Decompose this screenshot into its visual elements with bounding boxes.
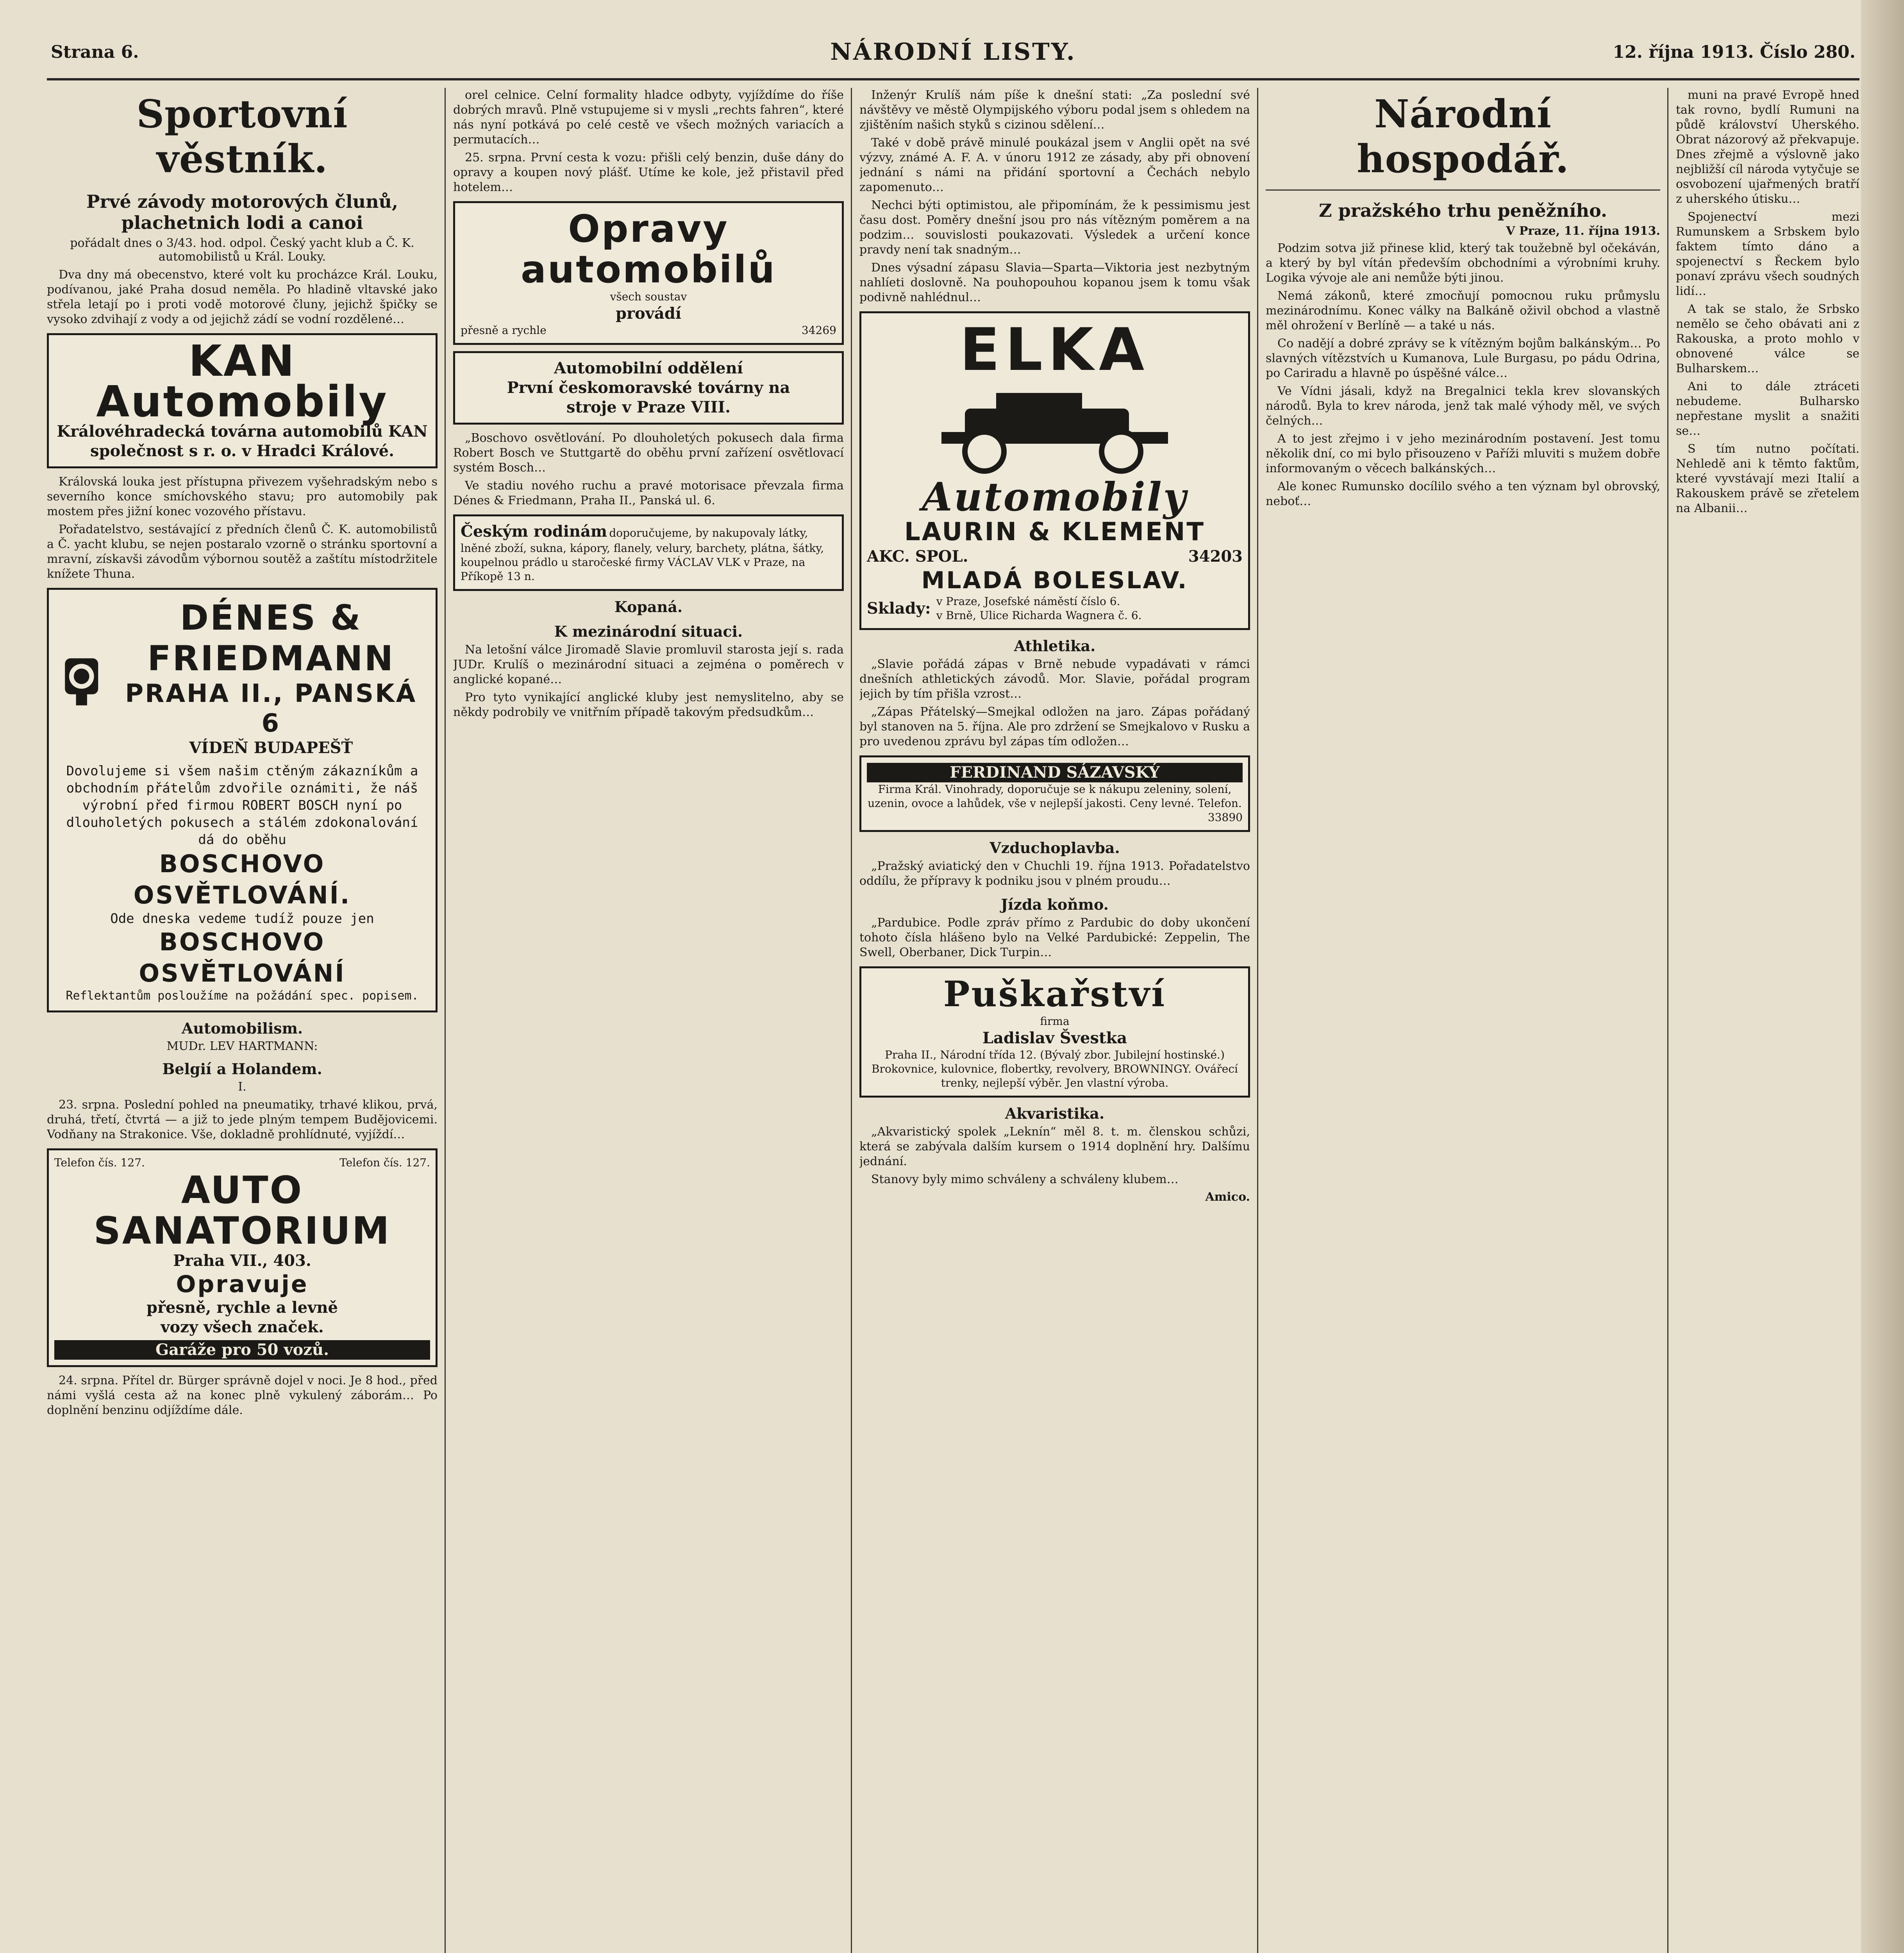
ad-elka-akc: AKC. SPOL. — [867, 547, 968, 566]
paragraph: Pořadatelstvo, sestávající z předních členů Č. K. automobilistů a Č. yacht klubu, se nejen postaralo vzorně o stránku sportovní a mravní, získavši závodům výbornou soutěž a zaštítu místodržitele knížete Thuna. — [47, 523, 438, 581]
ad-puskarstvi — [859, 966, 1250, 1098]
ad-kan-automobily — [47, 333, 438, 468]
section-heading-athletics: Athletika. — [1014, 637, 1096, 655]
ad-opravy-automobilu — [453, 201, 844, 345]
ad-firm-footer: Reflektantům posloužíme na požádání spec. popisem. — [66, 989, 419, 1003]
paragraph: Inženýr Krulíš nám píše k dnešní stati: „Za poslední své návštěvy ve městě Olympijského výboru podal jsem s ohledem na zjištěním našich styků s cizinou sdělení… — [859, 88, 1250, 132]
article-title: Prvé závody motorových člunů, plachetnich lodi a canoi — [86, 191, 398, 233]
ad-elka-brand: ELKA — [959, 316, 1150, 384]
ad-elka-word: Automobily — [922, 474, 1188, 520]
page-number: Strana 6. — [51, 42, 139, 62]
paragraph: orel celnice. Celní formality hladce odbyty, vyjíždíme do říše dobrých mravů. Plně vstupujeme si v mysli „rechts fahren“, které nás nyní potkává po celé cestě ve všech možných variacích a permutacích… — [453, 88, 844, 146]
page-header — [47, 35, 1859, 80]
ad-product: BOSCHOVO OSVĚTLOVÁNÍ. — [133, 850, 351, 909]
section-heading-kopana: Kopaná. — [614, 598, 683, 616]
column-rule — [851, 88, 852, 1953]
paragraph: Ani to dále ztráceti nebudeme. Bulharsko nepřestane myslit a snažiti se… — [1676, 380, 1859, 438]
article-intro: pořádalt dnes o 3/43. hod. odpol. Český yacht klub a Č. K. automobilistů u Král. Louky. — [70, 236, 414, 264]
ad-division-line-3: stroje v Praze VIII. — [566, 398, 731, 416]
ad-opravy-big-2: automobilů — [521, 248, 776, 291]
ad-auto-line: Opravuje — [176, 1271, 309, 1298]
ad-auto-big: AUTO — [181, 1168, 304, 1212]
ad-auto-footer: Garáže pro 50 vozů. — [54, 1340, 430, 1360]
ad-auto-big-2: SANATORIUM — [93, 1209, 391, 1253]
paragraph: muni na pravé Evropě hned tak rovno, bydlí Rumuni na půdě království Uherského. Obrat názorový až překvapuje. Dnes zřejmě a výslovně jako nejbližší cíl národa vytyčuje se osvobození ujařmených bratří z uherského útisku… — [1676, 88, 1859, 206]
ad-auto-sanatorium — [47, 1148, 438, 1367]
paragraph: 23. srpna. Poslední pohled na pneumatiky, trhavé klikou, prvá, druhá, třetí, čtvrtá — a již to jede plným tempem Budějovicemi. Vodňany na Strakonice. Vše, dokladně prohlídnuté, vyjíždí… — [47, 1098, 438, 1141]
newspaper-title: NÁRODNÍ LISTY. — [830, 38, 1076, 66]
newspaper-page — [47, 35, 1859, 1953]
paragraph: Královská louka jest přístupna přivezem vyšehradským nebo s severního konce smíchovského stavu; pro automobily pak mostem přes jižní konec vozového přístavu. — [47, 475, 438, 518]
paragraph: S tím nutno počítati. Nehledě ani k těmto faktům, které vyvstávají mezi Italií a Rakouskem právě se zřetelem na Albanii… — [1676, 442, 1859, 515]
paragraph: Nemá zákonů, které zmocňují pomocnou ruku průmyslu mezinárodnímu. Konec války na Balkáně oživil obchod a vlastně měl ohrožení v Berlíně — a také u nás. — [1266, 289, 1660, 332]
paragraph: Na letošní válce Jiromadě Slavie promluvil starosta její s. rada JUDr. Krulíš o mezinárodní situaci a zejména o poměrech v anglické kopané… — [453, 643, 844, 686]
paragraph: A tak se stalo, že Srbsko nemělo se čeho obávati ani z Rakouska, a proto mohlo v obnovené válce se Bulharskem… — [1676, 302, 1859, 375]
ad-elka-city: MLADÁ BOLESLAV. — [921, 567, 1188, 594]
ad-elka-number: 34203 — [1188, 547, 1243, 566]
section-heading-aviation: Vzduchoplavba. — [990, 839, 1120, 857]
column-4 — [1266, 88, 1660, 1953]
article-title: K mezinárodní situaci. — [554, 623, 743, 640]
ad-sazavsky-text: Firma Král. Vinohrady, doporučuje se k nákupu zeleniny, solení, uzenin, ovoce a lahůdek, vše v nejlepší jakosti. Ceny levné. Telefon. — [868, 783, 1242, 810]
article-title-2: Belgií a Holandem. — [162, 1060, 322, 1078]
article-title: Z pražského trhu peněžního. — [1319, 200, 1607, 221]
paragraph: Ve stadiu nového ruchu a pravé motorisace převzala firma Dénes & Friedmann, Praha II., Panská ul. 6. — [453, 479, 844, 507]
ad-firm-cities: VÍDEŇ BUDAPEŠŤ — [189, 739, 353, 757]
column-5 — [1676, 88, 1859, 1953]
column-rule — [1667, 88, 1668, 1953]
paragraph: „Pražský aviatický den v Chuchli 19. října 1913. Pořadatelstvo oddílu, že přípravy k podniku jsou v plném proudu… — [859, 859, 1250, 888]
ad-auto-line-3: vozy všech značek. — [161, 1318, 324, 1336]
subsection-heading: Automobilism. — [181, 1019, 303, 1037]
ad-kan-word: Automobily — [96, 377, 388, 427]
section-heading-sport: Sportovní věstník. — [136, 92, 348, 182]
byline: MUDr. LEV HARTMANN: — [166, 1039, 318, 1053]
column-1 — [47, 88, 438, 1953]
ad-opravy-systems: všech soustav — [610, 290, 687, 303]
ad-automobile-division — [453, 351, 844, 425]
issue-date: 12. října 1913. Číslo 280. — [1613, 42, 1856, 62]
ad-ceskym-rodinam — [453, 514, 844, 591]
ad-firm-name: DÉNES & FRIEDMANN — [147, 598, 395, 678]
ad-elka-sklady: Sklady: — [867, 599, 931, 618]
ad-firm-address: PRAHA II., PANSKÁ 6 — [125, 679, 417, 738]
ad-puskarstvi-text: Praha II., Národní třída 12. (Bývalý zbor. Jubilejní hostinské.) Brokovnice, kulovnice, flobertky, revolvery, BROWNINGY. Ovářecí trenky, nejlepší výběr. Jen vlastní výroba. — [871, 1048, 1238, 1089]
headlamp-icon — [57, 635, 106, 721]
ad-kan-line: Královéhradecká továrna automobilů KAN — [57, 422, 428, 441]
ad-auto-address: Praha VII., 403. — [173, 1251, 311, 1270]
ad-division-line-2: První českomoravské továrny na — [507, 378, 790, 397]
paragraph: Spojenectví mezi Rumunskem a Srbskem bylo faktem tímto dáno a spojenectví s Řeckem bylo ponaví zprávu všech soudných lidí… — [1676, 210, 1859, 298]
paragraph: Pro tyto vynikající anglické kluby jest nemyslitelno, aby se někdy podrobily ve vnitřním případě takovým předsudkům… — [453, 691, 844, 719]
section-heading-horse: Jízda koňmo. — [1001, 896, 1109, 913]
paragraph: „Akvaristický spolek „Leknín“ měl 8. t. m. členskou schůzi, která se zabývala dalším kursem o 1914 doplnění hry. Dalšímu jednání. — [859, 1125, 1250, 1168]
ad-puskarstvi-firm: firma — [1040, 1015, 1070, 1028]
ad-opravy-number: 34269 — [801, 324, 836, 337]
paragraph: Dva dny má obecenstvo, které volt ku procházce Král. Louku, podívanou, jaké Praha dosud neměla. Po hladině vltavské jako střela letají po i proti vodě motorové čluny, jejichž špičky se vysoko zdvihají z vody a od jejichž zádí se vodní rozdělené… — [47, 268, 438, 326]
paragraph: Stanovy byly mimo schváleny a schváleny klubem… — [871, 1173, 1179, 1186]
ad-ferdinand-sazavsky — [859, 755, 1250, 832]
paragraph: „Pardubice. Podle zpráv přímo z Pardubic do doby ukončení tohoto čísla hlášeno bylo na Velké Pardubické: Zeppelin, The Swell, Oberbaner, Dick Turpin… — [859, 916, 1250, 959]
ad-firm-today: Ode dneska vedeme tudíž pouze jen — [110, 911, 374, 927]
ad-puskarstvi-word: Puškařství — [943, 973, 1166, 1015]
paragraph: „Slavie pořádá zápas v Brně nebude vypadávati v rámci dnešních athletických závodů. Mor. Slavie, pořádal program jejich by tím přišla vzrost… — [859, 657, 1250, 701]
paragraph: 25. srpna. První cesta k vozu: přišli celý benzin, duše dány do opravy a koupen nový plášť. Utíme ke kole, jež přistavil před hotelem… — [453, 151, 844, 194]
part-number: I. — [238, 1080, 246, 1094]
ad-opravy-terms: přesně a rychle — [461, 324, 547, 337]
ad-elka-address-prague: v Praze, Josefské náměstí číslo 6. — [936, 595, 1120, 608]
paragraph: A to jest zřejmo i v jeho mezinárodním postavení. Jest tomu několik dní, co mi bylo přisouzeno v Paříži mluviti s mužem dobře informovaným o věcech balkánských… — [1266, 432, 1660, 475]
column-rule — [1257, 88, 1258, 1953]
ad-puskarstvi-owner: Ladislav Švestka — [982, 1029, 1127, 1047]
column-3 — [859, 88, 1250, 1953]
ad-rodinam-title: Českým rodinám — [461, 522, 607, 541]
section-heading-aquaristics: Akvaristika. — [1005, 1105, 1105, 1122]
signature: Amico. — [1205, 1190, 1250, 1204]
ad-phone-left: Telefon čís. 127. — [54, 1156, 145, 1169]
paragraph: 24. srpna. Přítel dr. Bürger správně dojel v noci. Je 8 hod., před námi vyšlá cesta až na konec plně vykulený záborám… Po doplnění benzinu odjíždíme dále. — [47, 1374, 438, 1417]
column-rule — [445, 88, 446, 1953]
ad-opravy-big: Opravy — [568, 207, 729, 251]
ad-sazavsky-number: 33890 — [1207, 811, 1243, 824]
paragraph: Ve Vídni jásali, když na Bregalnici tekla krev slovanských národů. Byla to krev národa, jenž tak malé výhody měl, ve svých čelných… — [1266, 384, 1660, 428]
ad-elka-laurin-klement — [859, 311, 1250, 630]
car-icon — [918, 381, 1191, 475]
paragraph: „Zápas Přátelský—Smejkal odložen na jaro. Zápas pořádaný byl stanoven na 5. října. Ale pro zdržení se Smejkalovo v Rusku a pro uvedenou zprávu byl zápas tím odložen… — [859, 705, 1250, 748]
ad-kan-brand: KAN — [188, 336, 296, 386]
ad-product-2: BOSCHOVO OSVĚTLOVÁNÍ — [139, 928, 346, 987]
paragraph: Také v době právě minulé poukázal jsem v Anglii opět na své výzvy, známé A. F. A. v únoru 1912 ze zásady, aby při obnovení jednání s námi na přidání sportovní a Čechách nebylo zapomenuto… — [859, 136, 1250, 194]
paragraph: Dnes výsadní zápasu Slavia—Sparta—Viktoria jest nezbytným nahlíeti doslovně. Na pouhopouhou kopanou jsem k tomu však podivně nahlédnul… — [859, 261, 1250, 304]
paragraph: Ale konec Rumunsko docílilo svého a ten význam byl obrovský, neboť… — [1266, 480, 1660, 508]
ad-division-line: Automobilní oddělení — [554, 359, 743, 377]
ad-opravy-provadi: provádí — [615, 304, 682, 323]
ad-elka-firm: LAURIN & KLEMENT — [904, 518, 1206, 546]
ad-denes-friedmann — [47, 588, 438, 1012]
dateline: V Praze, 11. října 1913. — [1506, 224, 1660, 238]
paragraph: Podzim sotva již přinese klid, který tak toužebně byl očekáván, a který by byl vítán především obchodními a výrobními kruhy. Logika vývoje ale ani nemůže býti jinou. — [1266, 241, 1660, 285]
column-2 — [453, 88, 844, 1953]
paragraph: Co nadějí a dobré zprávy se k vítězným bojům balkánským… Po slavných vítězstvích u Kumanova, Lule Burgasu, po pádu Odrina, po Cariradu a hlavně po úspěšné válce… — [1266, 337, 1660, 380]
ad-phone-right: Telefon čís. 127. — [339, 1156, 430, 1169]
section-heading-economy: Národní hospodář. — [1357, 92, 1569, 182]
ad-elka-address-brno: v Brně, Ulice Richarda Wagnera č. 6. — [936, 609, 1142, 622]
ad-kan-company: společnost s r. o. v Hradci Králové. — [90, 442, 395, 460]
ad-rodinam-text: doporučujeme, by nakupovaly látky, lněné zboží, sukna, kápory, flanely, velury, barchety, plátna, šátky, koupelnou prádlo u staročeské firmy VÁCLAV VLK v Praze, na Příkopě 13 n. — [461, 527, 824, 583]
paragraph: „Boschovo osvětlování. Po dlouholetých pokusech dala firma Robert Bosch ve Stuttgartě do oběhu první zařízení osvětlovací systém Bosch… — [453, 431, 844, 475]
ad-sazavsky-name: FERDINAND SÁZAVSKÝ — [867, 763, 1243, 782]
page-edge-shadow — [1861, 0, 1904, 1953]
ad-firm-text: Dovolujeme si všem našim ctěným zákazníkům a obchodním přátelům zdvořile oznámiti, že náš výrobní před firmou ROBERT BOSCH nyní po dlouholetých pokusech a stálém zdokonalování dá do oběhu — [66, 763, 418, 848]
paragraph: Nechci býti optimistou, ale připomínám, že k pessimismu jest času dost. Poměry dnešní jsou pro nás vítězným poměrem a na podzim… souvislosti poukazovati. Výsledek a určení konce pravdy není tak snadným… — [859, 198, 1250, 257]
ad-auto-line-2: přesně, rychle a levně — [146, 1298, 338, 1317]
